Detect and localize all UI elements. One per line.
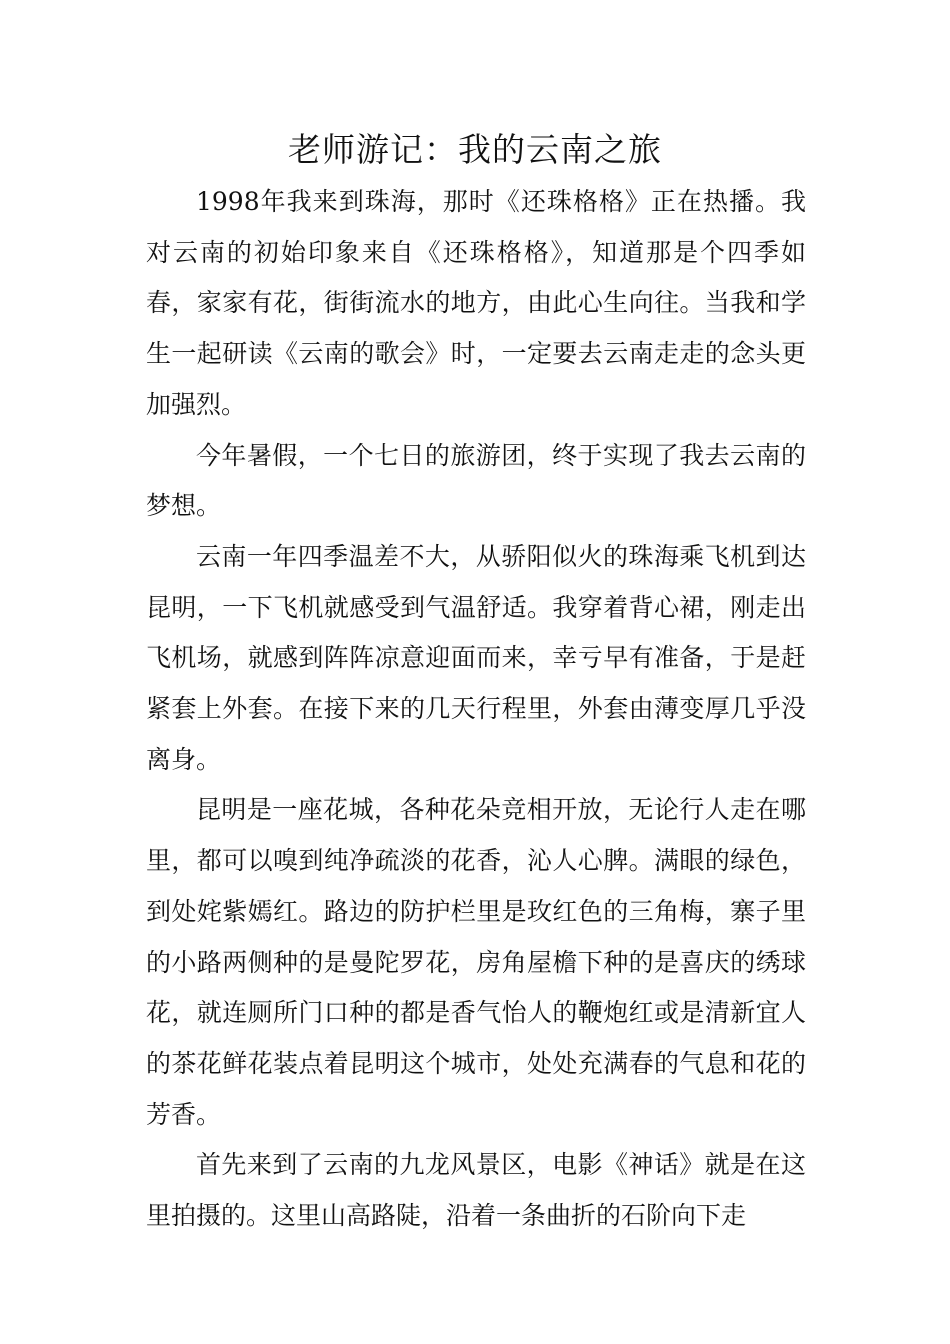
article-body	[146, 177, 806, 1242]
paragraph-1: 1998年我来到珠海，那时《还珠格格》正在热播。我对云南的初始印象来自《还珠格格》，知道那是个四季如春，家家有花，街街流水的地方，由此心生向往。当我和学生一起研读《云南的歌会》时，一定要去云南走走的念头更加强烈。	[146, 187, 806, 419]
document-title: 老师游记：我的云南之旅	[288, 130, 662, 169]
paragraph-5: 首先来到了云南的九龙风景区，电影《神话》就是在这里拍摄的。这里山高路陡，沿着一条曲折的石阶向下走	[146, 1150, 806, 1231]
paragraph-2: 今年暑假，一个七日的旅游团，终于实现了我去云南的梦想。	[146, 440, 806, 521]
paragraph-4: 昆明是一座花城，各种花朵竞相开放，无论行人走在哪里，都可以嗅到纯净疏淡的花香，沁人心脾。满眼的绿色，到处姹紫嫣红。路边的防护栏里是玫红色的三角梅，寨子里的小路两侧种的是曼陀罗花，房角屋檐下种的是喜庆的绣球花，就连厕所门口种的都是香气怡人的鞭炮红或是清新宜人的茶花鲜花装点着昆明这个城市，处处充满春的气息和花的芳香。	[146, 795, 806, 1129]
paragraph-3: 云南一年四季温差不大，从骄阳似火的珠海乘飞机到达昆明，一下飞机就感受到气温舒适。我穿着背心裙，刚走出飞机场，就感到阵阵凉意迎面而来，幸亏早有准备，于是赶紧套上外套。在接下来的几天行程里，外套由薄变厚几乎没离身。	[146, 541, 806, 774]
